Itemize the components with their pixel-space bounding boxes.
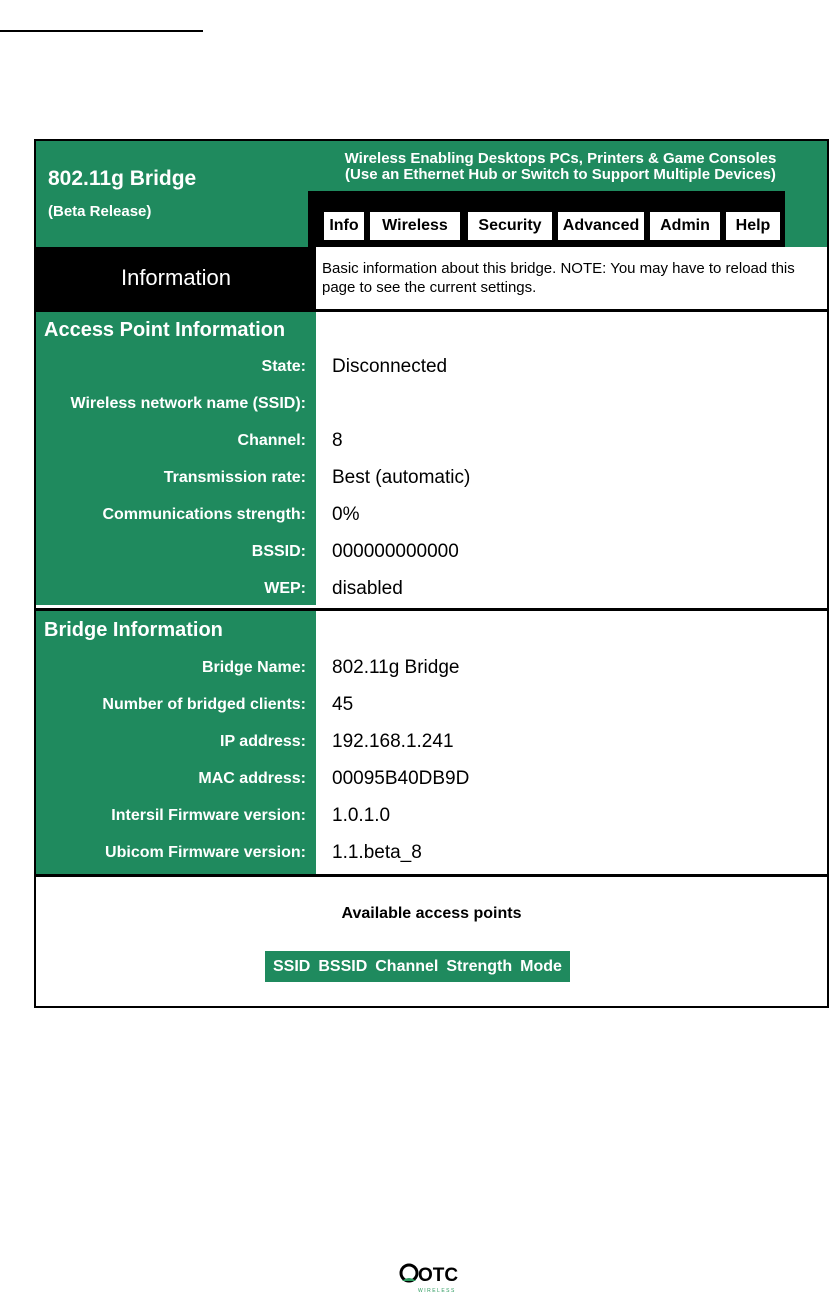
- available-aps-table-header: [265, 951, 570, 982]
- column-header-mode: Mode: [520, 957, 562, 975]
- field-label: BSSID:: [251, 543, 306, 560]
- field-label: Ubicom Firmware version:: [105, 844, 306, 861]
- field-value: 192.168.1.241: [332, 731, 454, 752]
- field-value: 45: [332, 694, 354, 715]
- field-value: 00095B40DB9D: [332, 768, 470, 789]
- tab-info[interactable]: Info: [324, 212, 364, 240]
- ap-row-channel: [36, 423, 827, 460]
- field-value: 1.1.beta_8: [332, 842, 422, 863]
- field-label: Bridge Name:: [201, 659, 306, 676]
- field-value: Best (automatic): [332, 467, 471, 488]
- available-aps-title: Available access points: [341, 905, 522, 922]
- field-label: IP address:: [220, 733, 306, 750]
- column-header-ssid: SSID: [273, 957, 311, 975]
- ap-row-transmission-rate: [36, 460, 827, 497]
- ap-row-wep: [36, 571, 827, 608]
- tagline-line-1: Wireless Enabling Desktops PCs, Printers & Game Consoles: [344, 150, 777, 167]
- field-label: Transmission rate:: [163, 469, 306, 486]
- ap-row-strength: [36, 497, 827, 534]
- field-label: Wireless network name (SSID):: [70, 395, 306, 412]
- field-value: Disconnected: [332, 356, 448, 377]
- bridge-section-title: Bridge Information: [44, 619, 223, 641]
- tab-admin[interactable]: Admin: [650, 212, 720, 240]
- tab-bar: [308, 191, 785, 247]
- tab-wireless[interactable]: Wireless: [370, 212, 460, 240]
- bridge-row-mac: [36, 761, 827, 798]
- field-label: Communications strength:: [102, 506, 306, 523]
- field-value: 0%: [332, 504, 360, 525]
- field-value: 1.0.1.0: [332, 805, 391, 826]
- field-label: Number of bridged clients:: [102, 696, 306, 713]
- tab-help[interactable]: Help: [726, 212, 780, 240]
- field-label: MAC address:: [198, 770, 306, 787]
- bridge-status-page: [34, 139, 829, 1008]
- available-access-points: [36, 877, 827, 1006]
- field-label: Channel:: [237, 432, 306, 449]
- logo-text: OTC: [418, 1265, 459, 1286]
- info-description: Basic information about this bridge. NOTE: You may have to reload this page to see the current settings.: [316, 247, 827, 309]
- ap-row-state: [36, 349, 827, 386]
- top-rule: [0, 30, 203, 32]
- otc-wireless-logo: [398, 1260, 464, 1298]
- column-header-strength: Strength: [446, 957, 513, 975]
- tab-advanced[interactable]: Advanced: [558, 212, 644, 240]
- bridge-row-name: [36, 650, 827, 687]
- column-header-bssid: BSSID: [318, 957, 368, 975]
- logo-subtext: WIRELESS: [418, 1288, 456, 1294]
- info-row: [36, 247, 827, 309]
- header: [36, 141, 827, 247]
- bridge-row-intersil-fw: [36, 798, 827, 835]
- field-value: 802.11g Bridge: [332, 657, 460, 678]
- section-heading: Information: [36, 247, 316, 309]
- tagline: [294, 151, 827, 183]
- tab-security[interactable]: Security: [468, 212, 552, 240]
- page-title: 802.11g Bridge: [48, 167, 197, 190]
- bridge-row-clients: [36, 687, 827, 724]
- release-label: (Beta Release): [48, 203, 152, 220]
- bridge-row-ip: [36, 724, 827, 761]
- bridge-row-ubicom-fw: [36, 835, 827, 872]
- field-value: 8: [332, 430, 343, 451]
- ap-row-ssid: [36, 386, 827, 423]
- ap-row-bssid: [36, 534, 827, 571]
- tagline-line-2: (Use an Ethernet Hub or Switch to Support Multiple Devices): [345, 166, 776, 183]
- field-value: 000000000000: [332, 541, 459, 562]
- field-label: State:: [261, 358, 306, 375]
- column-header-channel: Channel: [375, 957, 439, 975]
- field-value: disabled: [332, 578, 403, 599]
- access-point-section-title: Access Point Information: [44, 319, 286, 341]
- field-label: WEP:: [264, 580, 306, 597]
- field-label: Intersil Firmware version:: [111, 807, 306, 824]
